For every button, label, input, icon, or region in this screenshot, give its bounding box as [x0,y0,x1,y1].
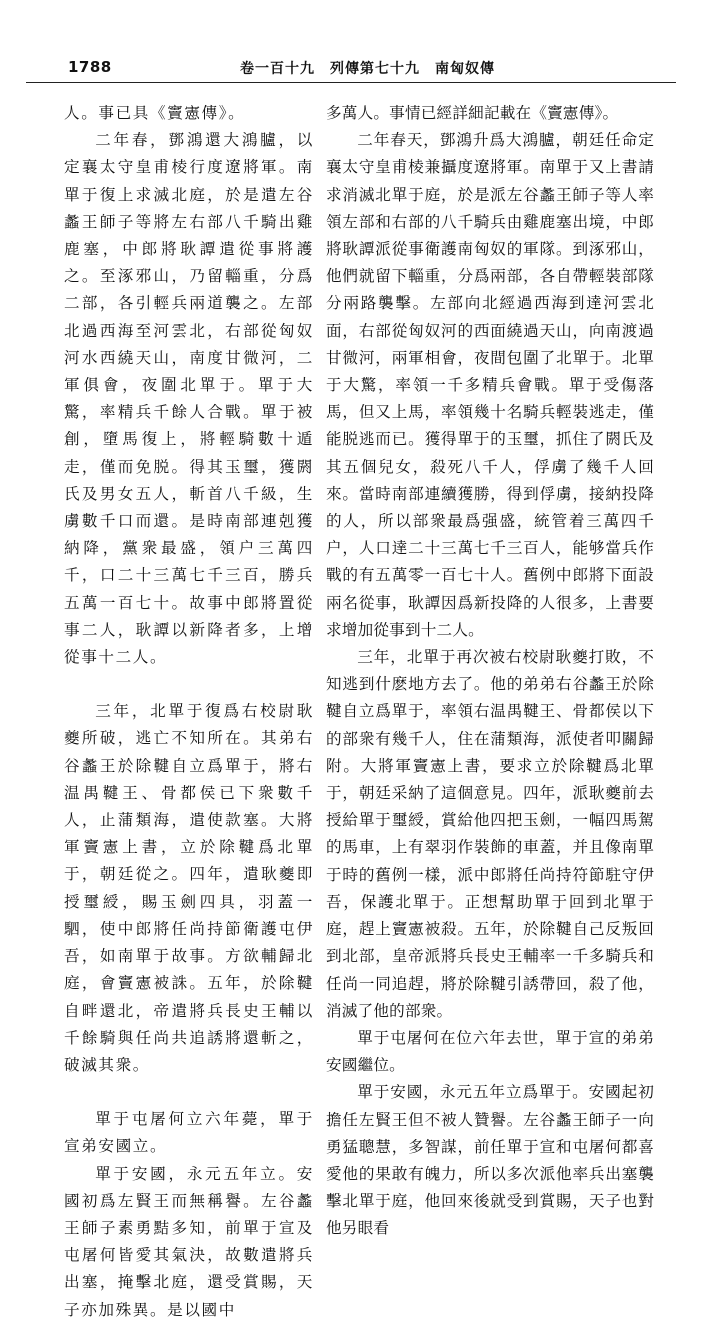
right-paragraph-2: 二年春天，鄧鴻升爲大鴻臚，朝廷任命定襄太守皇甫棱兼攝度遼將軍。南單于又上書請求消滅北單于庭，於是派左谷蠡王師子等人率領左部和右部的八千騎兵由雞鹿塞出境，中郎將耿譚派從事衛護南匈奴的軍隊。到涿邪山，他們就留下輜重，分爲兩部，各自帶輕裝部隊分兩路襲擊。左部向北經過西海到達河雲北面，右部從匈奴河的西面繞過天山，向南渡過甘微河，兩軍相會，夜間包圍了北單于。北單于大驚，率領一千多精兵會戰。單于受傷落馬，但又上馬，率領幾十名騎兵輕裝逃走，僅能脱逃而已。獲得單于的玉璽，抓住了閼氏及其五個兒女，殺死八千人，俘虜了幾千人回來。當時南部連續獲勝，得到俘虜，接納投降的人，所以部衆最爲强盛，統管着三萬四千户，人口達二十三萬七千三百人，能够當兵作戰的有五萬零一百七十人。舊例中郎將下面設兩名從事，耿譚因爲新投降的人很多，上書要求增加從事到十二人。 [326,131,654,639]
right-paragraph-1: 多萬人。事情已經詳細記載在《竇憲傳》。 [326,104,619,122]
translation-column [326,100,654,1238]
right-paragraph-5: 單于安國，永元五年立爲單于。安國起初擔任左賢王但不被人贊譽。左谷蠡王師子一向勇猛聰慧，多智謀，前任單于宣和屯屠何都喜愛他的果敢有魄力，所以多次派他率兵出塞襲擊北單于庭，他回來後就受到賞賜，天子也對他另眼看 [326,1083,654,1238]
classical-text-column [64,100,314,1319]
left-paragraph-5: 單于安國，永元五年立。安國初爲左賢王而無稱譽。左谷蠡王師子素勇黠多知，前單于宣及屯屠何皆愛其氣決，故數遣將兵出塞，掩擊北庭，還受賞賜，天子亦加殊異。是以國中 [64,1164,314,1319]
left-paragraph-4: 單于屯屠何立六年薨，單于宣弟安國立。 [64,1110,314,1156]
left-paragraph-2: 二年春，鄧鴻還大鴻臚，以定襄太守皇甫棱行度遼將軍。南單于復上求滅北庭，於是遣左谷蠡王師子等將左右部八千騎出雞鹿塞，中郎將耿譚遣從事將護之。至涿邪山，乃留輜重，分爲二部，各引輕兵兩道襲之。左部北過西海至河雲北，右部從匈奴河水西繞天山，南度甘微河，二軍俱會，夜圍北單于。單于大驚，率精兵千餘人合戰。單于被創，墮馬復上，將輕騎數十遁走，僅而免脱。得其玉璽，獲閼氏及男女五人，斬首八千級，生虜數千口而還。是時南部連剋獲納降，黨衆最盛，領户三萬四千，口二十三萬七千三百，勝兵五萬一百七十。故事中郎將置從事二人，耿譚以新降者多，上增從事十二人。 [64,131,314,667]
left-paragraph-3: 三年，北單于復爲右校尉耿夔所破，逃亡不知所在。其弟右谷蠡王於除鞬自立爲單于，將右温禺鞬王、骨都侯已下衆數千人，止蒲類海，遣使款塞。大將軍竇憲上書，立於除鞬爲北單于，朝廷從之。四年，遣耿夔即授璽綬，賜玉劍四具，羽蓋一駟，使中郎將任尚持節衛護屯伊吾，如南單于故事。方欲輔歸北庭，會竇憲被誅。五年，於除鞬自畔還北，帝遣將兵長史王輔以千餘騎與任尚共追誘將還斬之，破滅其衆。 [64,702,314,1074]
left-paragraph-1: 人。事已具《竇憲傳》。 [64,104,246,122]
running-title: 卷一百十九 列傳第七十九 南匈奴傳 [240,61,495,77]
right-paragraph-3: 三年，北單于再次被右校尉耿夔打敗，不知逃到什麽地方去了。他的弟弟右谷蠡王於除鞬自立爲單于，率領右温禺鞬王、骨都侯以下的部衆有幾千人，住在蒲類海，派使者叩關歸附。大將軍竇憲上書，要求立於除鞬爲北單于，朝廷采納了這個意見。四年，派耿夔前去授給單于璽綬，賞給他四把玉劍，一幅四馬駕的馬車，上有翠羽作裝飾的車蓋，并且像南單于時的舊例一樣，派中郎將任尚持符節駐守伊吾，保護北單于。正想幫助單于回到北單于庭，趕上竇憲被殺。五年，於除鞬自己反叛回到北部，皇帝派將兵長史王輔率一千多騎兵和任尚一同追趕，將於除鞬引誘帶回，殺了他，消滅了他的部衆。 [326,648,654,1020]
header-rule [26,82,676,83]
page-number: 1788 [68,58,112,76]
page-header [40,52,674,78]
right-paragraph-4: 單于屯屠何在位六年去世，單于宣的弟弟安國繼位。 [326,1028,654,1075]
